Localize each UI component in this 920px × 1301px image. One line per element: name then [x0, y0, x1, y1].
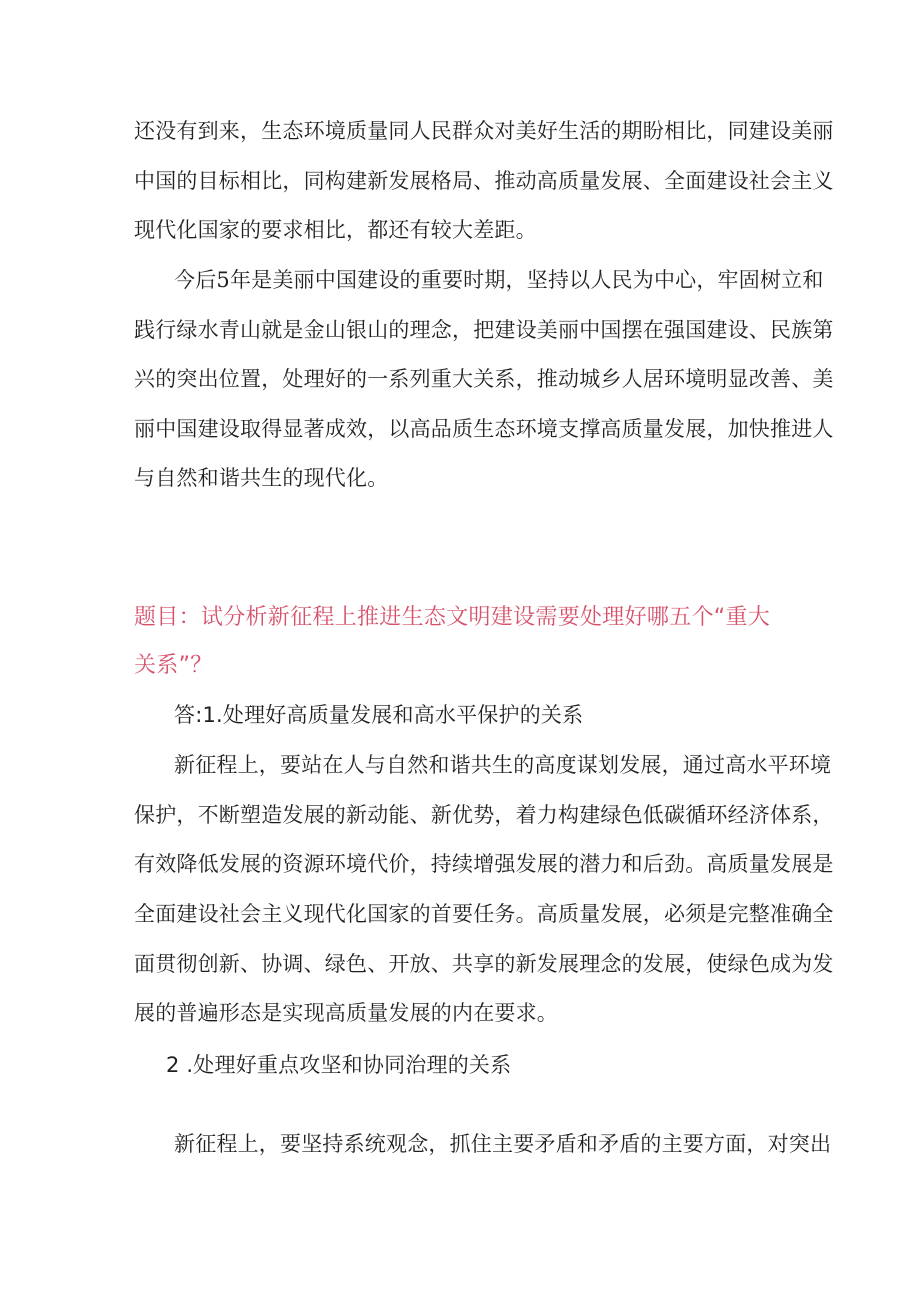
text-line: 全面建设社会主义现代化国家的首要任务。高质量发展，必须是完整准确全 [134, 902, 834, 926]
text-line: 有效降低发展的资源环境代价，持续增强发展的潜力和后劲。高质量发展是 [134, 852, 834, 876]
answer-heading-1: 答:1.处理好高质量发展和高水平保护的关系 [174, 703, 584, 727]
text-line: 还没有到来，生态环境质量同人民群众对美好生活的期盼相比，同建设美丽 [134, 119, 834, 143]
answer-heading-2: 2 .处理好重点攻坚和协同治理的关系 [166, 1053, 512, 1077]
text-line: 今后5年是美丽中国建设的重要时期，坚持以人民为中心，牢固树立和 [174, 268, 824, 292]
text-line: 展的普遍形态是实现高质量发展的内在要求。 [134, 1001, 558, 1025]
text-line: 中国的目标相比，同构建新发展格局、推动高质量发展、全面建设社会主义 [134, 169, 834, 193]
text-line: 新征程上，要坚持系统观念，抓住主要矛盾和矛盾的主要方面，对突出 [174, 1132, 832, 1156]
text-line: 丽中国建设取得显著成效，以高品质生态环境支撑高质量发展，加快推进人 [134, 417, 834, 441]
text-line: 现代化国家的要求相比，都还有较大差距。 [134, 218, 537, 242]
text-line: 面贯彻创新、协调、绿色、开放、共享的新发展理念的发展，使绿色成为发 [134, 952, 834, 976]
text-line: 兴的突出位置，处理好的一系列重大关系，推动城乡人居环境明显改善、美 [134, 367, 834, 391]
question-line: 题目：试分析新征程上推进生态文明建设需要处理好哪五个“重大 [134, 605, 771, 630]
text-line: 践行绿水青山就是金山银山的理念，把建设美丽中国摆在强国建设、民族第 [134, 318, 834, 342]
question-line: 关系”？ [134, 653, 213, 678]
text-line: 保护，不断塑造发展的新动能、新优势，着力构建绿色低碳循环经济体系， [134, 803, 834, 827]
text-line: 新征程上，要站在人与自然和谐共生的高度谋划发展，通过高水平环境 [174, 753, 832, 777]
text-line: 与自然和谐共生的现代化。 [134, 466, 389, 490]
